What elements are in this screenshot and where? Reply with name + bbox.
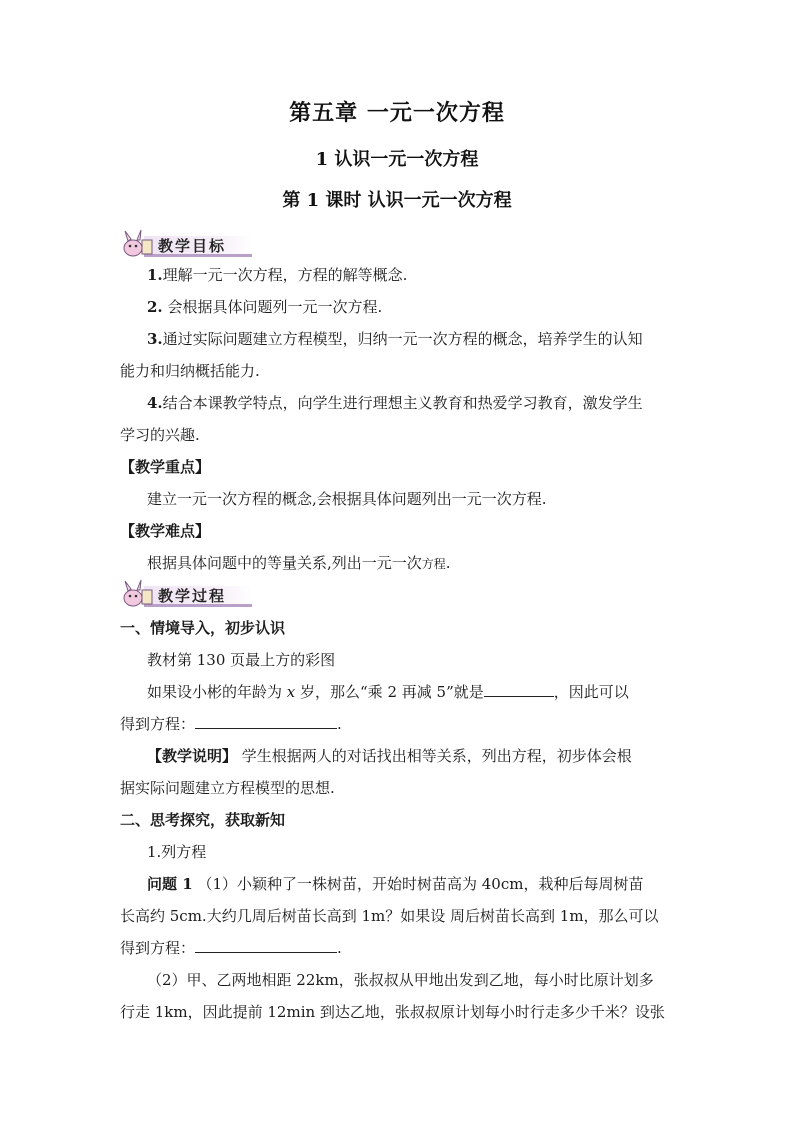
key-point-heading: 【教学重点】 [120,458,211,476]
question-2-line2: 行走 1km，因此提前 12min 到达乙地，张叔叔原计划每小时行走多少千米？设张 [120,1003,665,1021]
key-point-text: 建立一元一次方程的概念,会根据具体问题列出一元一次方程. [147,490,547,508]
part2-sub1: 1.列方程 [147,843,207,861]
badge-label: 教学目标 [158,237,227,255]
text-run: . [337,715,342,733]
mascot-icon [120,228,154,258]
objective-3 [147,329,643,349]
objective-number: 3. [147,330,163,348]
answer-blank[interactable] [484,682,554,697]
text-run: ，因此可以 [553,683,629,701]
difficulty-text [147,553,451,574]
equation-blank[interactable] [195,714,337,729]
badge-label: 教学过程 [158,587,227,605]
part1-line1: 教材第 130 页最上方的彩图 [147,651,336,669]
text-run: 岁，那么“乘 2 再减 5”就是 [295,683,484,701]
part1-line3 [120,714,342,734]
part2-heading: 二、思考探究，获取新知 [120,811,286,829]
objective-number: 1. [147,266,163,284]
part1-line2 [147,682,629,702]
text-run: . [337,939,342,957]
difficulty-heading: 【教学难点】 [120,522,211,540]
teaching-note [147,746,632,766]
objective-text: 理解一元一次方程，方程的解等概念. [162,266,408,284]
part1-heading: 一、情境导入，初步认识 [120,619,286,637]
objective-text: 通过实际问题建立方程模型，归纳一元一次方程的概念，培养学生的认知 [162,330,643,348]
question-label: 问题 1 [147,875,193,893]
equation-blank[interactable] [195,938,337,953]
lesson-title: 第 1 课时 认识一元一次方程 [282,190,512,211]
question-1 [147,874,643,894]
difficulty-text-end: . [445,554,451,572]
variable-x: x [286,683,296,701]
question-1-line3 [120,938,342,958]
question-1-line2: 长高约 5cm.大约几周后树苗长高到 1m？如果设 周后树苗长高到 1m，那么可以 [120,907,659,925]
mascot-icon [120,578,154,608]
teaching-note-cont: 据实际问题建立方程模型的思想. [120,779,335,797]
objective-4 [147,393,643,413]
question-2-line1: （2）甲、乙两地相距 22km，张叔叔从甲地出发到乙地，每小时比原计划多 [147,971,654,989]
chapter-title: 第五章 一元一次方程 [289,100,505,126]
section-title: 1 认识一元一次方程 [315,149,479,170]
process-badge [120,578,260,608]
text-run: 得到方程： [120,715,196,733]
objective-text: 会根据具体问题列一元一次方程. [162,298,383,316]
difficulty-text-main: 根据具体问题中的等量关系,列出一元一次 [147,554,422,572]
objective-4-cont: 学习的兴趣. [120,426,200,444]
objective-2 [147,297,382,317]
text-run: 得到方程： [120,939,196,957]
note-label: 【教学说明】 [147,747,238,765]
objective-1 [147,265,407,285]
note-text: 学生根据两人的对话找出相等关系，列出方程，初步体会根 [237,747,632,765]
objective-text: 结合本课教学特点，向学生进行理想主义教育和热爱学习教育，激发学生 [162,394,643,412]
objectives-badge [120,228,260,258]
text-run: 如果设小彬的年龄为 [147,683,287,701]
question-text: （1）小颖种了一株树苗，开始时树苗高为 40cm，栽种后每周树苗 [192,875,644,893]
difficulty-text-small: 方程 [421,557,446,571]
objective-number: 2. [147,298,163,316]
objective-3-cont: 能力和归纳概括能力. [120,362,260,380]
objective-number: 4. [147,394,163,412]
